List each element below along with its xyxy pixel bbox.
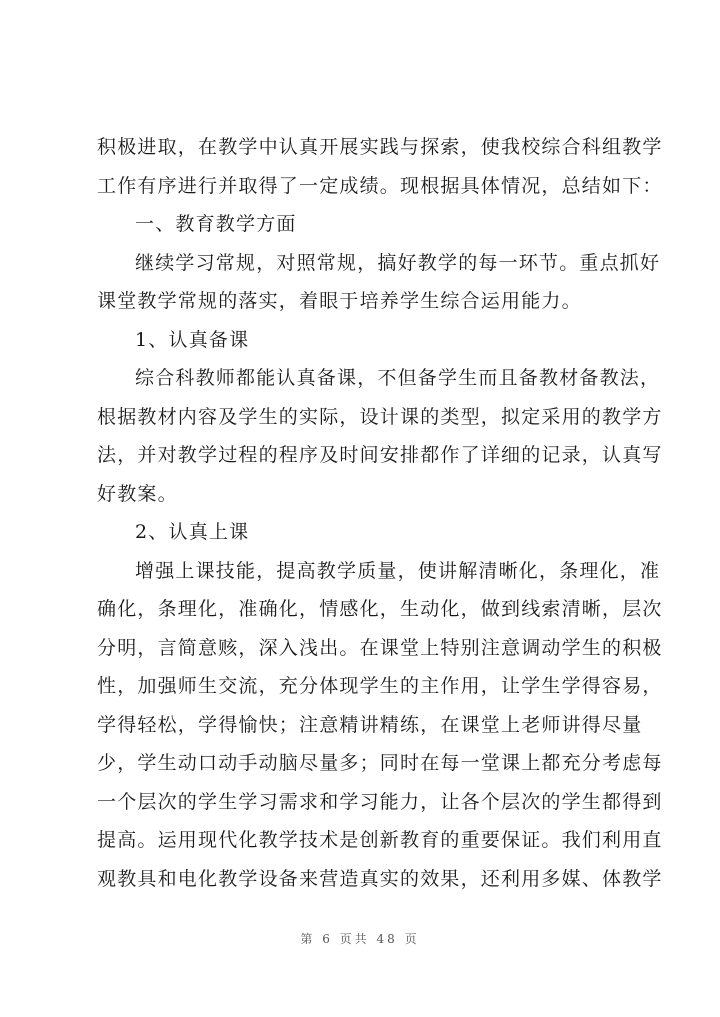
body-text	[97, 128, 663, 898]
text-line: 学得轻松，学得愉快；注意精讲精练，在课堂上老师讲得尽量	[97, 713, 643, 736]
text-line: 确化，条理化，准确化，情感化，生动化，做到线索清晰，层次	[97, 598, 663, 620]
text-line: 积极进取，在教学中认真开展实践与探索，使我校综合科组教学	[97, 136, 663, 158]
text-line: 增强上课技能，提高教学质量，使讲解清晰化，条理化，准	[135, 559, 661, 582]
text-line: 好教案。	[97, 482, 178, 505]
page-number-footer: 第 6 页共 48 页	[300, 932, 420, 946]
text-line: 分明，言简意赅，深入浅出。在课堂上特别注意调动学生的积极	[97, 636, 663, 659]
section-heading: 一、教育教学方面	[135, 213, 297, 235]
text-line: 综合科教师都能认真备课，不但备学生而且备教材备教法，	[135, 367, 661, 389]
text-line: 提高。运用现代化教学技术是创新教育的重要保证。我们利用直	[97, 829, 663, 851]
text-line: 根据教材内容及学生的实际，设计课的类型，拟定采用的教学方	[97, 405, 663, 428]
subsection-heading: 1、认真备课	[135, 328, 250, 351]
text-line: 继续学习常规，对照常规，搞好教学的每一环节。重点抓好	[135, 251, 661, 274]
text-line: 少，学生动口动手动脑尽量多；同时在每一堂课上都充分考虑每	[97, 752, 663, 774]
text-line: 课堂教学常规的落实，着眼于培养学生综合运用能力。	[97, 290, 582, 312]
text-line: 性，加强师生交流，充分体现学生的主作用，让学生学得容易，	[97, 675, 663, 697]
text-line: 法，并对教学过程的程序及时间安排都作了详细的记录，认真写	[97, 444, 663, 466]
subsection-heading: 2、认真上课	[135, 521, 250, 543]
text-line: 观教具和电化教学设备来营造真实的效果，还利用多媒、体教学	[97, 867, 663, 890]
text-line: 一个层次的学生学习需求和学习能力，让各个层次的学生都得到	[97, 790, 663, 813]
text-line: 工作有序进行并取得了一定成绩。现根据具体情况，总结如下：	[97, 174, 663, 197]
